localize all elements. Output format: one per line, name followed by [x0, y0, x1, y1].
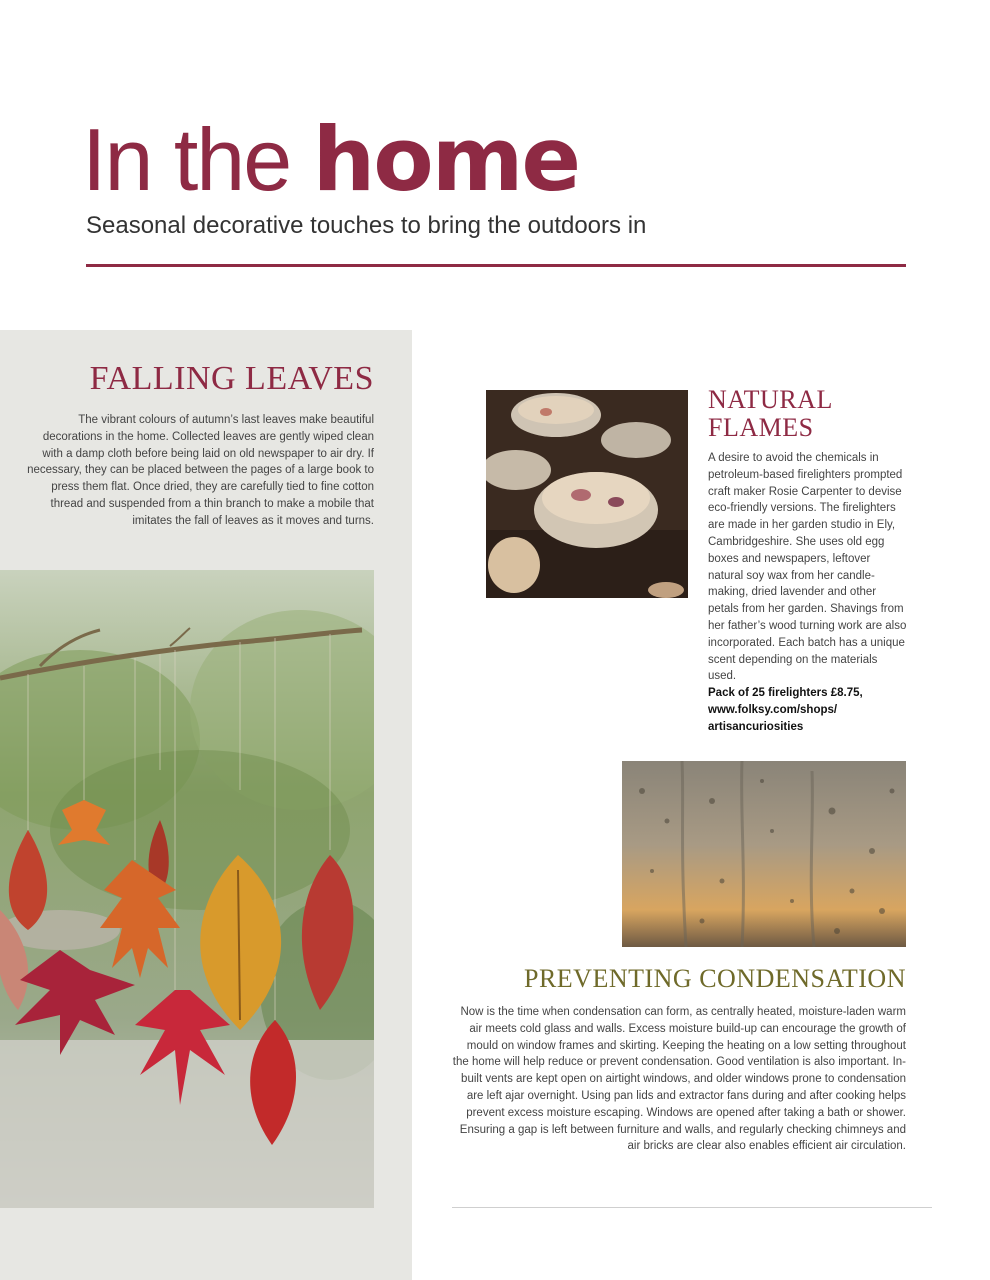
- page-subtitle: Seasonal decorative touches to bring the outdoors in: [86, 212, 647, 239]
- natural-flames-heading-line2: FLAMES: [708, 413, 814, 442]
- page-title: [82, 108, 580, 211]
- natural-flames-buy-line2: www.folksy.com/shops/: [708, 703, 838, 716]
- leaves-mobile-photo: [0, 570, 374, 1208]
- natural-flames-heading: [708, 386, 908, 442]
- falling-leaves-heading: FALLING LEAVES: [89, 360, 374, 397]
- bottom-divider: [452, 1207, 932, 1208]
- page-title-bold: home: [312, 108, 580, 211]
- natural-flames-body: A desire to avoid the chemicals in petroleum-based firelighters prompted craft maker Rosie Carpenter to devise eco-friendly versions. The firelighters are made in her garden studio in Ely, Cambridgeshire. She uses old egg boxes and newspapers, leftover natural soy wax from her candle-making, dried lavender and other petals from her garden. Shavings from her father’s wood turning work are also incorporated. Each batch has a unique scent depending on the materials used.: [708, 452, 907, 683]
- firelighters-photo: [486, 390, 688, 598]
- condensation-heading: PREVENTING CONDENSATION: [524, 964, 906, 993]
- natural-flames-buy-line1: Pack of 25 firelighters £8.75,: [708, 687, 863, 700]
- condensation-body: Now is the time when condensation can form, as centrally heated, moisture-laden warm air meets cold glass and walls. Excess moisture build-up can encourage the growth of mould on window frames and skirting. Keeping the heating on a low setting throughout the home will help reduce or prevent condensation. Good ventilation is also important. In-built vents are kept open on airtight windows, and older windows prone to condensation are left ajar overnight. Using pan lids and extractor fans during and after cooking helps prevent excess moisture escaping. Windows are opened after taking a bath or shower. Ensuring a gap is left between furniture and walls, and regularly checking chimneys and air bricks are clear also enables efficient air circulation.: [452, 1006, 906, 1153]
- condensation-window-photo: [622, 761, 906, 947]
- natural-flames-heading-line1: NATURAL: [708, 385, 833, 414]
- page-title-light: In the: [82, 110, 313, 209]
- natural-flames-text: [708, 450, 908, 736]
- falling-leaves-body: The vibrant colours of autumn’s last leaves make beautiful decorations in the home. Collected leaves are gently wiped clean with a damp cloth before being laid on old newspaper to air dry. If necessary, they can be placed between the pages of a large book to press them flat. Once dried, they are carefully tied to fine cotton thread and suspended from a thin branch to make a mobile that imitates the fall of leaves as it moves and turns.: [27, 414, 374, 527]
- natural-flames-buy-line3: artisancuriosities: [708, 720, 804, 733]
- title-divider: [86, 264, 906, 267]
